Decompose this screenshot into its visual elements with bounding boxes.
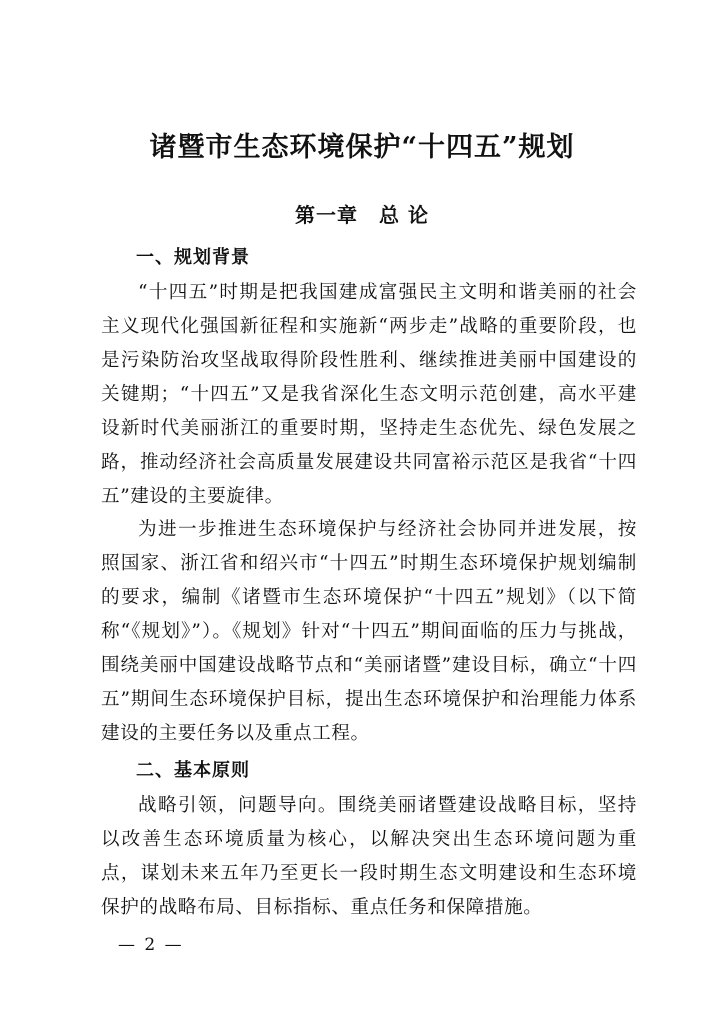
paragraph-background-2: 为进一步推进生态环境保护与经济社会协同并进发展，按照国家、浙江省和绍兴市“十四五”时期生态环境保护规划编制的要求，编制《诸暨市生态环境保护“十四五”规划》（以下简称“《规划》”）。《规划》针对“十四五”期间面临的压力与挑战，围绕美丽中国建设战略节点和“美丽诸暨”建设目标，确立“十四五”期间生态环境保护目标，提出生态环境保护和治理能力体系建设的主要任务以及重点工程。 (101, 519, 637, 744)
chapter-heading: 第一章 总 论 (295, 203, 429, 227)
paragraph-principles-1: 战略引领，问题导向。围绕美丽诸暨建设战略目标，坚持以改善生态环境质量为核心，以解决突出生态环境问题为重点，谋划未来五年乃至更长一段时期生态文明建设和生态环境保护的战略布局、目标指标、重点任务和保障措施。 (101, 795, 637, 918)
section-heading-principles: 二、基本原则 (136, 760, 250, 781)
section-heading-background: 一、规划背景 (136, 247, 250, 268)
page-number: — 2 — (118, 935, 184, 955)
paragraph-background-1: “十四五”时期是把我国建成富强民主文明和谐美丽的社会主义现代化强国新征程和实施新“两步走”战略的重要阶段，也是污染防治攻坚战取得阶段性胜利、继续推进美丽中国建设的关键期；“十四五”又是我省深化生态文明示范创建，高水平建设新时代美丽浙江的重要时期，坚持走生态优先、绿色发展之路，推动经济社会高质量发展建设共同富裕示范区是我省“十四五”建设的主要旋律。 (101, 282, 637, 507)
document-title: 诸暨市生态环境保护“十四五”规划 (149, 132, 575, 163)
